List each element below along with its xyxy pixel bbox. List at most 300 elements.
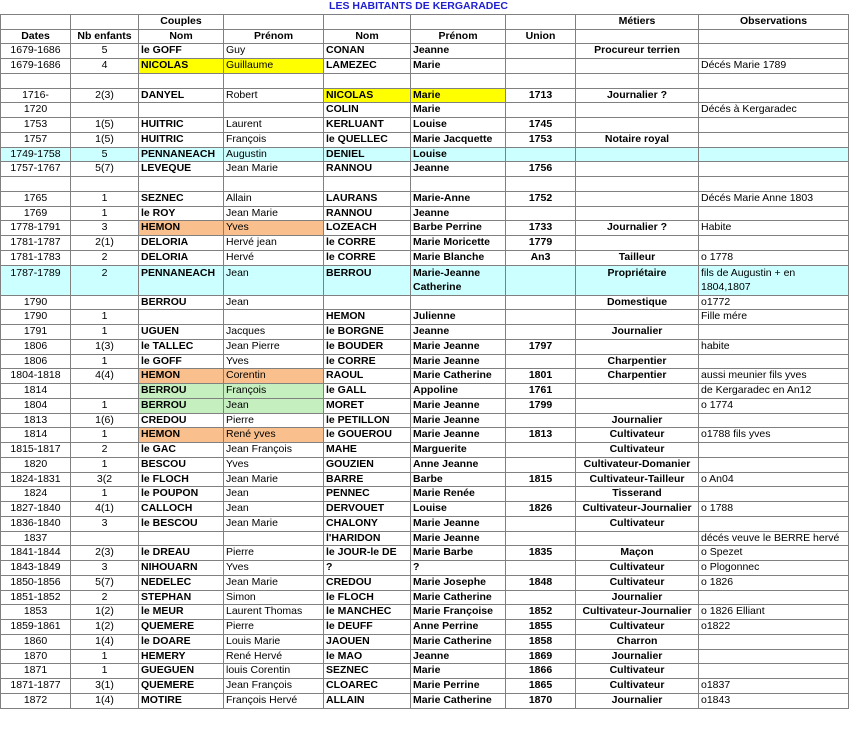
cell-dates: 1790 [1, 310, 71, 325]
cell-union: 1815 [506, 472, 576, 487]
cell-prenom-2: Marie Françoise [411, 605, 506, 620]
cell-nom-2: CREDOU [324, 575, 411, 590]
table-row [1, 88, 849, 103]
cell-union: 1866 [506, 664, 576, 679]
cell-nom-2: DERVOUET [324, 502, 411, 517]
table-row [1, 398, 849, 413]
cell-metier: Charron [576, 634, 699, 649]
cell-prenom-2: Marie [411, 88, 506, 103]
cell-prenom-2 [411, 177, 506, 192]
cell-nom-1: DELORIA [139, 236, 224, 251]
col-observations-header [699, 29, 849, 44]
cell-prenom-1: Pierre [224, 620, 324, 635]
cell-observation: o1843 [699, 693, 849, 708]
cell-nb-enfants: 2(1) [71, 236, 139, 251]
table-row [1, 457, 849, 472]
cell-nb-enfants: 3 [71, 221, 139, 236]
cell-metier: Journalier ? [576, 88, 699, 103]
cell-nom-2 [324, 295, 411, 310]
cell-prenom-2: Marie Jeanne [411, 531, 506, 546]
cell-dates: 1824 [1, 487, 71, 502]
cell-nom-1: le ROY [139, 206, 224, 221]
col-dates-header: Dates [1, 29, 71, 44]
cell-observation [699, 147, 849, 162]
cell-metier: Cultivateur-Domanier [576, 457, 699, 472]
cell-metier: Notaire royal [576, 132, 699, 147]
cell-nb-enfants [71, 103, 139, 118]
table-row [1, 250, 849, 265]
cell-observation: o Plogonnec [699, 561, 849, 576]
cell-union: An3 [506, 250, 576, 265]
cell-union [506, 487, 576, 502]
cell-union [506, 457, 576, 472]
cell-prenom-1: Yves [224, 221, 324, 236]
cell-dates: 1778-1791 [1, 221, 71, 236]
cell-nom-1: PENNANEACH [139, 147, 224, 162]
cell-nb-enfants: 4(4) [71, 369, 139, 384]
cell-nom-2: le MAO [324, 649, 411, 664]
cell-nom-2: CHALONY [324, 516, 411, 531]
cell-nom-2: le DEUFF [324, 620, 411, 635]
cell-observation: aussi meunier fils yves [699, 369, 849, 384]
cell-nb-enfants: 1(4) [71, 693, 139, 708]
cell-dates: 1860 [1, 634, 71, 649]
couples-header: Couples [139, 14, 224, 29]
table-row [1, 369, 849, 384]
cell-nom-2: le BORGNE [324, 325, 411, 340]
cell-dates: 1753 [1, 118, 71, 133]
cell-dates: 1720 [1, 103, 71, 118]
cell-nb-enfants: 1 [71, 398, 139, 413]
cell-nom-1: PENNANEACH [139, 265, 224, 295]
cell-nb-enfants: 5(7) [71, 162, 139, 177]
cell-nom-1: CREDOU [139, 413, 224, 428]
cell-dates: 1872 [1, 693, 71, 708]
cell-prenom-2: Anne Perrine [411, 620, 506, 635]
cell-union: 1870 [506, 693, 576, 708]
cell-observation: o Spezet [699, 546, 849, 561]
cell-union: 1797 [506, 339, 576, 354]
cell-nom-2: DENIEL [324, 147, 411, 162]
cell-metier: Domestique [576, 295, 699, 310]
cell-nom-1: CALLOCH [139, 502, 224, 517]
cell-prenom-1: Guy [224, 44, 324, 59]
cell-prenom-1: Yves [224, 457, 324, 472]
table-row [1, 634, 849, 649]
cell-dates: 1871 [1, 664, 71, 679]
cell-observation: o 1788 [699, 502, 849, 517]
sheet-title: LES HABITANTS DE KERGARADEC [329, 0, 508, 12]
cell-observation [699, 354, 849, 369]
cell-union: 1753 [506, 132, 576, 147]
cell-dates: 1787-1789 [1, 265, 71, 295]
cell-observation: décés veuve le BERRE hervé [699, 531, 849, 546]
cell-prenom-2: Marie Jeanne [411, 516, 506, 531]
cell-dates: 1765 [1, 191, 71, 206]
cell-prenom-2: Jeanne [411, 162, 506, 177]
cell-nom-2: ? [324, 561, 411, 576]
cell-observation: Décés Marie Anne 1803 [699, 191, 849, 206]
cell-dates: 1859-1861 [1, 620, 71, 635]
cell-observation [699, 88, 849, 103]
cell-observation [699, 664, 849, 679]
cell-nb-enfants: 1 [71, 325, 139, 340]
cell-nom-1: BERROU [139, 398, 224, 413]
cell-prenom-1: Jean François [224, 679, 324, 694]
cell-metier: Propriétaire [576, 265, 699, 295]
cell-prenom-1: Jacques [224, 325, 324, 340]
cell-dates: 1814 [1, 384, 71, 399]
cell-observation: o1788 fils yves [699, 428, 849, 443]
cell-observation [699, 413, 849, 428]
cell-nom-2: le CORRE [324, 236, 411, 251]
cell-nom-1 [139, 103, 224, 118]
cell-prenom-2: Anne Jeanne [411, 457, 506, 472]
cell-observation [699, 44, 849, 59]
cell-metier: Cultivateur-Journalier [576, 502, 699, 517]
cell-nom-1: le DREAU [139, 546, 224, 561]
cell-nom-2: RANNOU [324, 162, 411, 177]
cell-dates: 1851-1852 [1, 590, 71, 605]
cell-prenom-1: Jean Marie [224, 162, 324, 177]
cell-metier [576, 236, 699, 251]
cell-prenom-1: Laurent Thomas [224, 605, 324, 620]
cell-dates: 1804 [1, 398, 71, 413]
cell-nom-2: RANNOU [324, 206, 411, 221]
cell-prenom-1: Corentin [224, 369, 324, 384]
cell-observation: o 1826 Elliant [699, 605, 849, 620]
table-row [1, 44, 849, 59]
cell-union [506, 103, 576, 118]
cell-nb-enfants: 1(3) [71, 339, 139, 354]
cell-observation: Habite [699, 221, 849, 236]
cell-nom-1: HUITRIC [139, 118, 224, 133]
cell-prenom-1: François [224, 384, 324, 399]
cell-nom-1: UGUEN [139, 325, 224, 340]
table-row [1, 516, 849, 531]
cell-nom-2: MAHE [324, 443, 411, 458]
cell-metier: Cultivateur [576, 428, 699, 443]
cell-metier [576, 531, 699, 546]
cell-nom-2: BARRE [324, 472, 411, 487]
cell-prenom-1 [224, 103, 324, 118]
cell-metier: Cultivateur [576, 620, 699, 635]
cell-nom-2: le GOUEROU [324, 428, 411, 443]
table-row [1, 531, 849, 546]
cell-prenom-1: Jean Marie [224, 575, 324, 590]
cell-union: 1855 [506, 620, 576, 635]
cell-dates: 1716- [1, 88, 71, 103]
cell-prenom-2: Marie Jeanne [411, 428, 506, 443]
cell-prenom-1: Jean François [224, 443, 324, 458]
cell-union [506, 295, 576, 310]
cell-dates: 1820 [1, 457, 71, 472]
table-row [1, 73, 849, 88]
cell-metier: Journalier [576, 413, 699, 428]
cell-dates: 1853 [1, 605, 71, 620]
cell-nb-enfants: 1 [71, 191, 139, 206]
col-nb-enfants-header: Nb enfants [71, 29, 139, 44]
cell-dates: 1679-1686 [1, 59, 71, 74]
table-row [1, 191, 849, 206]
cell-metier: Cultivateur [576, 679, 699, 694]
cell-union: 1745 [506, 118, 576, 133]
cell-union [506, 413, 576, 428]
col-metier-header [576, 29, 699, 44]
cell-dates: 1813 [1, 413, 71, 428]
cell-nom-1: le FLOCH [139, 472, 224, 487]
cell-metier: Maçon [576, 546, 699, 561]
cell-observation: habite [699, 339, 849, 354]
cell-prenom-1: Simon [224, 590, 324, 605]
cell-union: 1756 [506, 162, 576, 177]
cell-nb-enfants: 5(7) [71, 575, 139, 590]
table-row [1, 693, 849, 708]
cell-prenom-2: Louise [411, 502, 506, 517]
cell-nom-2: HEMON [324, 310, 411, 325]
table-row [1, 590, 849, 605]
cell-union [506, 44, 576, 59]
cell-nom-1: QUEMERE [139, 679, 224, 694]
cell-observation [699, 162, 849, 177]
cell-prenom-2: Barbe Perrine [411, 221, 506, 236]
cell-nom-1: DANYEL [139, 88, 224, 103]
cell-prenom-1: Pierre [224, 413, 324, 428]
cell-union: 1713 [506, 88, 576, 103]
cell-observation [699, 206, 849, 221]
cell-nom-1: MOTIRE [139, 693, 224, 708]
table-row [1, 59, 849, 74]
cell-nb-enfants [71, 177, 139, 192]
cell-prenom-1: Jean [224, 487, 324, 502]
cell-nom-2: le GALL [324, 384, 411, 399]
cell-nom-2: PENNEC [324, 487, 411, 502]
cell-metier: Journalier [576, 590, 699, 605]
cell-prenom-2: ? [411, 561, 506, 576]
cell-nb-enfants: 2(3) [71, 546, 139, 561]
col-prenom-2-header: Prénom [411, 29, 506, 44]
cell-nom-1: le GAC [139, 443, 224, 458]
cell-nom-2: CLOAREC [324, 679, 411, 694]
cell-nb-enfants: 2 [71, 443, 139, 458]
cell-nom-1: BESCOU [139, 457, 224, 472]
cell-nom-1: le MEUR [139, 605, 224, 620]
cell-nom-2: JAOUEN [324, 634, 411, 649]
cell-nb-enfants: 1 [71, 664, 139, 679]
cell-nom-2: le QUELLEC [324, 132, 411, 147]
cell-nom-1: le GOFF [139, 44, 224, 59]
cell-prenom-2: Marie Catherine [411, 369, 506, 384]
cell-prenom-2: Marie Catherine [411, 634, 506, 649]
cell-dates: 1749-1758 [1, 147, 71, 162]
cell-metier: Tailleur [576, 250, 699, 265]
table-row [1, 147, 849, 162]
cell-prenom-1: Augustin [224, 147, 324, 162]
cell-nom-2: BERROU [324, 265, 411, 295]
cell-observation: de Kergaradec en An12 [699, 384, 849, 399]
cell-union [506, 265, 576, 295]
cell-dates: 1769 [1, 206, 71, 221]
cell-prenom-2: Marie Catherine [411, 590, 506, 605]
cell-observation: o1837 [699, 679, 849, 694]
cell-observation [699, 634, 849, 649]
cell-prenom-2: Louise [411, 118, 506, 133]
cell-nb-enfants [71, 73, 139, 88]
cell-union: 1852 [506, 605, 576, 620]
cell-union: 1799 [506, 398, 576, 413]
cell-nb-enfants: 1 [71, 428, 139, 443]
col-prenom-1-header: Prénom [224, 29, 324, 44]
cell-nom-1: NIHOUARN [139, 561, 224, 576]
cell-dates: 1841-1844 [1, 546, 71, 561]
cell-prenom-2: Barbe [411, 472, 506, 487]
cell-nb-enfants: 1 [71, 649, 139, 664]
cell-observation [699, 177, 849, 192]
cell-metier: Charpentier [576, 369, 699, 384]
cell-prenom-1: Pierre [224, 546, 324, 561]
cell-dates: 1827-1840 [1, 502, 71, 517]
cell-dates: 1806 [1, 354, 71, 369]
cell-dates: 1804-1818 [1, 369, 71, 384]
cell-prenom-2: Marie Moricette [411, 236, 506, 251]
cell-prenom-1: Yves [224, 354, 324, 369]
cell-nom-1: LEVEQUE [139, 162, 224, 177]
cell-metier: Cultivateur [576, 561, 699, 576]
table-row [1, 221, 849, 236]
table-row [1, 339, 849, 354]
cell-nb-enfants: 1(2) [71, 620, 139, 635]
cell-metier [576, 206, 699, 221]
cell-union: 1848 [506, 575, 576, 590]
table-row [1, 443, 849, 458]
cell-metier [576, 177, 699, 192]
table-row [1, 132, 849, 147]
cell-prenom-2: Marie-Anne [411, 191, 506, 206]
cell-nb-enfants: 2 [71, 265, 139, 295]
cell-prenom-1: Jean [224, 398, 324, 413]
cell-nb-enfants: 3(2 [71, 472, 139, 487]
cell-union [506, 590, 576, 605]
cell-prenom-2: Marie Jeanne [411, 413, 506, 428]
cell-nb-enfants [71, 384, 139, 399]
cell-nom-2: le CORRE [324, 354, 411, 369]
cell-prenom-2: Marie Jeanne [411, 354, 506, 369]
cell-prenom-1: Robert [224, 88, 324, 103]
table-row [1, 620, 849, 635]
cell-prenom-1: René yves [224, 428, 324, 443]
column-header-row [1, 29, 849, 44]
cell-nb-enfants [71, 295, 139, 310]
cell-union: 1779 [506, 236, 576, 251]
cell-union: 1752 [506, 191, 576, 206]
cell-prenom-1: Jean [224, 265, 324, 295]
cell-prenom-2: Marie Jeanne [411, 398, 506, 413]
cell-nom-2 [324, 73, 411, 88]
cell-observation [699, 457, 849, 472]
cell-union [506, 531, 576, 546]
cell-nb-enfants: 1(4) [71, 634, 139, 649]
cell-observation [699, 325, 849, 340]
cell-nom-2: le PETILLON [324, 413, 411, 428]
cell-nb-enfants: 1 [71, 354, 139, 369]
table-row [1, 649, 849, 664]
cell-nom-1: STEPHAN [139, 590, 224, 605]
metiers-header: Métiers [576, 14, 699, 29]
cell-prenom-2: Marie [411, 103, 506, 118]
cell-observation [699, 590, 849, 605]
cell-nb-enfants: 2(3) [71, 88, 139, 103]
cell-prenom-1: Jean [224, 502, 324, 517]
cell-nom-2: LAMEZEC [324, 59, 411, 74]
cell-prenom-1: Jean Marie [224, 472, 324, 487]
cell-metier: Cultivateur-Tailleur [576, 472, 699, 487]
cell-union [506, 516, 576, 531]
cell-nb-enfants: 1 [71, 310, 139, 325]
cell-union [506, 561, 576, 576]
cell-dates: 1814 [1, 428, 71, 443]
cell-metier: Cultivateur [576, 575, 699, 590]
cell-metier: Cultivateur-Journalier [576, 605, 699, 620]
table-row [1, 162, 849, 177]
cell-nom-1: HEMON [139, 369, 224, 384]
table-row [1, 310, 849, 325]
cell-union [506, 325, 576, 340]
cell-union: 1869 [506, 649, 576, 664]
cell-prenom-2: Marie Perrine [411, 679, 506, 694]
cell-nom-2: le BOUDER [324, 339, 411, 354]
cell-observation [699, 487, 849, 502]
cell-prenom-2: Marie Barbe [411, 546, 506, 561]
cell-union: 1826 [506, 502, 576, 517]
cell-nb-enfants: 1(2) [71, 605, 139, 620]
cell-union: 1858 [506, 634, 576, 649]
cell-nb-enfants: 3 [71, 561, 139, 576]
cell-nom-1: HEMON [139, 221, 224, 236]
cell-prenom-2: Louise [411, 147, 506, 162]
cell-prenom-2: Marie Jeanne [411, 339, 506, 354]
cell-nb-enfants: 3 [71, 516, 139, 531]
cell-nom-1 [139, 73, 224, 88]
cell-prenom-2: Jeanne [411, 325, 506, 340]
cell-union [506, 147, 576, 162]
cell-nom-1: NEDELEC [139, 575, 224, 590]
cell-union [506, 206, 576, 221]
cell-observation [699, 443, 849, 458]
cell-metier [576, 147, 699, 162]
cell-observation: o1822 [699, 620, 849, 635]
cell-nom-1: DELORIA [139, 250, 224, 265]
cell-nom-2 [324, 177, 411, 192]
cell-nom-1: le TALLEC [139, 339, 224, 354]
cell-nom-1 [139, 177, 224, 192]
cell-nb-enfants: 1(5) [71, 118, 139, 133]
cell-metier [576, 162, 699, 177]
cell-metier [576, 103, 699, 118]
cell-observation [699, 649, 849, 664]
cell-union: 1813 [506, 428, 576, 443]
cell-metier [576, 310, 699, 325]
cell-prenom-2: Marie Josephe [411, 575, 506, 590]
cell-prenom-1 [224, 177, 324, 192]
cell-nom-1: le GOFF [139, 354, 224, 369]
cell-nom-2: le CORRE [324, 250, 411, 265]
cell-metier [576, 191, 699, 206]
cell-metier: Cultivateur [576, 516, 699, 531]
cell-dates: 1679-1686 [1, 44, 71, 59]
cell-dates: 1757-1767 [1, 162, 71, 177]
cell-union [506, 177, 576, 192]
cell-metier: Cultivateur [576, 664, 699, 679]
